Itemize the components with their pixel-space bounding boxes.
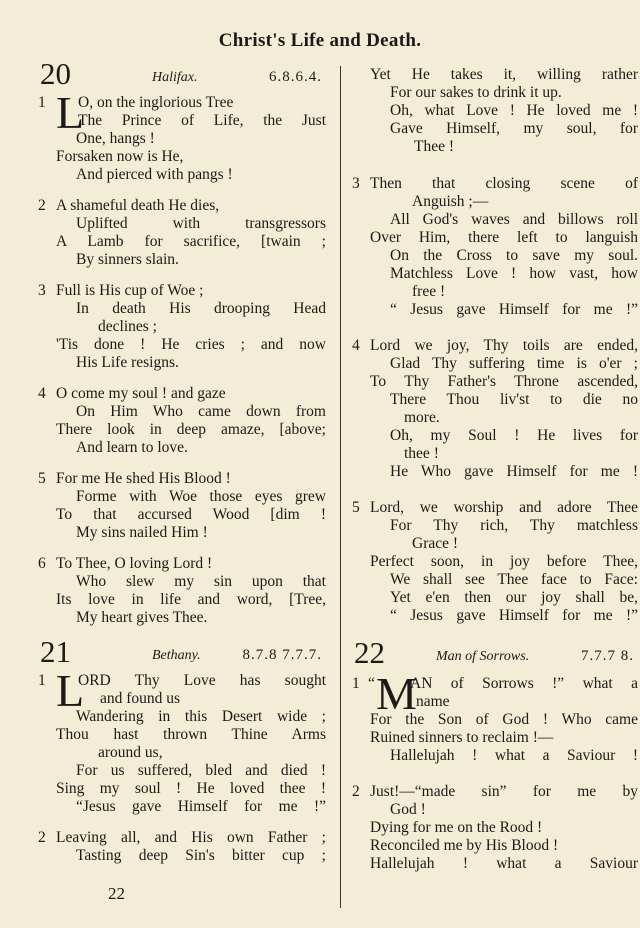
verse-line: A shameful death He dies,: [56, 197, 220, 214]
tune-name: Bethany.: [152, 648, 201, 663]
verse-line: ORD Thy Love has sought: [78, 672, 326, 689]
meter: 6.8.6.4.: [269, 69, 322, 85]
verse-line: “Jesus gave Himself for me !”: [76, 798, 326, 815]
verse-line: Perfect soon, in joy before Thee,: [370, 553, 638, 570]
verse-line: For us suffered, bled and died !: [76, 762, 326, 779]
verse-line: Wandering in this Desert wide ;: [76, 708, 326, 725]
verse-line: Grace !: [412, 535, 459, 552]
stanza-number: 3: [352, 175, 360, 192]
hymn-number: 22: [354, 635, 385, 670]
verse-line: Over Him, there left to languish: [370, 229, 638, 246]
stanza-21-4: [352, 337, 638, 481]
verse-line: Full is His cup of Woe ;: [56, 282, 204, 299]
drop-cap: L: [56, 665, 85, 716]
verse-line: Leaving all, and His own Father ;: [56, 829, 326, 846]
stanza-21-2: [38, 829, 326, 865]
verse-line: For the Son of God ! Who came: [370, 711, 638, 728]
hymn-number: 21: [40, 634, 71, 669]
hymn-number: 20: [40, 56, 71, 91]
verse-line: Uplifted with transgressors: [76, 215, 326, 232]
drop-cap: L: [56, 87, 85, 138]
verse-line: On the Cross to save my soul.: [390, 247, 638, 264]
verse-line: Gave Himself, my soul, for: [390, 120, 638, 137]
verse-line: Anguish ;—: [412, 193, 489, 210]
stanza-number: 1: [38, 672, 46, 689]
verse-line: more.: [404, 409, 440, 426]
verse-line: In death His drooping Head: [76, 300, 326, 317]
tune-name: Man of Sorrows.: [436, 649, 530, 664]
verse-line: Lord, we worship and adore Thee: [370, 499, 638, 516]
stanza-20-5: [38, 470, 326, 542]
verse-line: We shall see Thee face to Face:: [390, 571, 638, 588]
meter: 8.7.8 7.7.7.: [242, 647, 322, 663]
verse-line: Lord we joy, Thy toils are ended,: [370, 337, 638, 354]
verse-line: thee !: [404, 445, 439, 462]
stanza-number: 4: [38, 385, 46, 402]
open-quote: “: [368, 675, 375, 692]
verse-line: Oh, my Soul ! He lives for: [390, 427, 638, 444]
verse-line: Thee !: [414, 138, 455, 155]
stanza-number: 6: [38, 555, 46, 572]
verse-line: My sins nailed Him !: [76, 524, 208, 541]
verse-line: On Him Who came down from: [76, 403, 326, 420]
verse-line: And pierced with pangs !: [76, 166, 233, 183]
verse-line: God !: [390, 801, 426, 818]
verse-line: And learn to love.: [76, 439, 188, 456]
page-header: Christ's Life and Death.: [218, 30, 422, 51]
verse-line: Hallelujah ! what a Saviour: [370, 855, 638, 872]
stanza-number: 2: [352, 783, 360, 800]
stanza-number: 5: [38, 470, 46, 487]
verse-line: To that accursed Wood [dim !: [56, 506, 326, 523]
verse-line: “ Jesus gave Himself for me !”: [390, 301, 638, 318]
verse-line: Who slew my sin upon that: [76, 573, 326, 590]
stanza-number: 2: [38, 829, 46, 846]
stanza-number: 1: [38, 94, 46, 111]
stanza-21-2-cont: [352, 66, 638, 156]
stanza-22-2: [352, 783, 638, 873]
verse-line: Forsaken now is He,: [56, 148, 184, 165]
stanza-number: 1: [352, 675, 360, 692]
verse-line: By sinners slain.: [76, 251, 179, 268]
verse-line: Then that closing scene of: [370, 175, 638, 192]
verse-line: Forme with Woe those eyes grew: [76, 488, 326, 505]
verse-line: Oh, what Love ! He loved me !: [390, 102, 638, 119]
verse-line: 'Tis done ! He cries ; and now: [56, 336, 326, 353]
stanza-20-2: [38, 197, 326, 269]
verse-line: declines ;: [98, 318, 157, 335]
drop-cap: M: [376, 668, 417, 719]
verse-line: Hallelujah ! what a Saviour !: [390, 747, 638, 764]
verse-line: A Lamb for sacrifice, [twain ;: [56, 233, 326, 250]
verse-line: Sing my soul ! He loved thee !: [56, 780, 326, 797]
verse-line: His Life resigns.: [76, 354, 179, 371]
stanza-20-4: [38, 385, 326, 457]
verse-line: Just!—“made sin” for me by: [370, 783, 638, 800]
stanza-21-3: [352, 175, 638, 319]
verse-line: around us,: [98, 744, 163, 761]
verse-line: For Thy rich, Thy matchless: [390, 517, 638, 534]
left-column: [38, 56, 326, 878]
verse-line: Thou hast thrown Thine Arms: [56, 726, 326, 743]
verse-line: He Who gave Himself for me !: [390, 463, 638, 480]
verse-line: All God's waves and billows roll: [390, 211, 638, 228]
verse-line: There look in deep amaze, [above;: [56, 421, 326, 438]
verse-line: My heart gives Thee.: [76, 609, 208, 626]
verse-line: AN of Sorrows !” what a: [410, 675, 638, 692]
verse-line: Its love in life and word, [Tree,: [56, 591, 326, 608]
verse-line: Yet He takes it, willing rather: [370, 66, 638, 83]
stanza-number: 3: [38, 282, 46, 299]
right-column: [352, 66, 638, 886]
verse-line: For our sakes to drink it up.: [390, 84, 562, 101]
verse-line: “ Jesus gave Himself for me !”: [390, 607, 638, 624]
verse-line: Reconciled me by His Blood !: [370, 837, 559, 854]
verse-line: O, on the inglorious Tree: [78, 94, 234, 111]
verse-line: Yet e'en then our joy shall be,: [390, 589, 638, 606]
stanza-number: 5: [352, 499, 360, 516]
verse-line: One, hangs !: [76, 130, 155, 147]
stanza-22-1: [352, 668, 638, 765]
verse-line: Tasting deep Sin's bitter cup ;: [76, 847, 326, 864]
stanza-number: 4: [352, 337, 360, 354]
page-number: 22: [108, 884, 125, 903]
stanza-20-3: [38, 282, 326, 372]
verse-line: To Thy Father's Throne ascended,: [370, 373, 638, 390]
verse-line: Ruined sinners to reclaim !—: [370, 729, 554, 746]
verse-line: and found us: [100, 690, 181, 707]
tune-name: Halifax.: [152, 70, 198, 85]
verse-line: Dying for me on the Rood !: [370, 819, 543, 836]
meter: 7.7.7 8.: [581, 648, 634, 664]
verse-line: free !: [412, 283, 446, 300]
verse-line: The Prince of Life, the Just: [78, 112, 326, 129]
verse-line: Matchless Love ! how vast, how: [390, 265, 638, 282]
stanza-20-6: [38, 555, 326, 627]
stanza-number: 2: [38, 197, 46, 214]
verse-line: To Thee, O loving Lord !: [56, 555, 213, 572]
column-divider: [340, 66, 341, 908]
verse-line: Glad Thy suffering time is o'er ;: [390, 355, 638, 372]
stanza-21-5: [352, 499, 638, 625]
verse-line: name: [416, 693, 450, 710]
verse-line: O come my soul ! and gaze: [56, 385, 226, 402]
stanza-21-1: [38, 665, 326, 816]
verse-line: For me He shed His Blood !: [56, 470, 231, 487]
verse-line: There Thou liv'st to die no: [390, 391, 638, 408]
stanza-20-1: [38, 87, 326, 184]
